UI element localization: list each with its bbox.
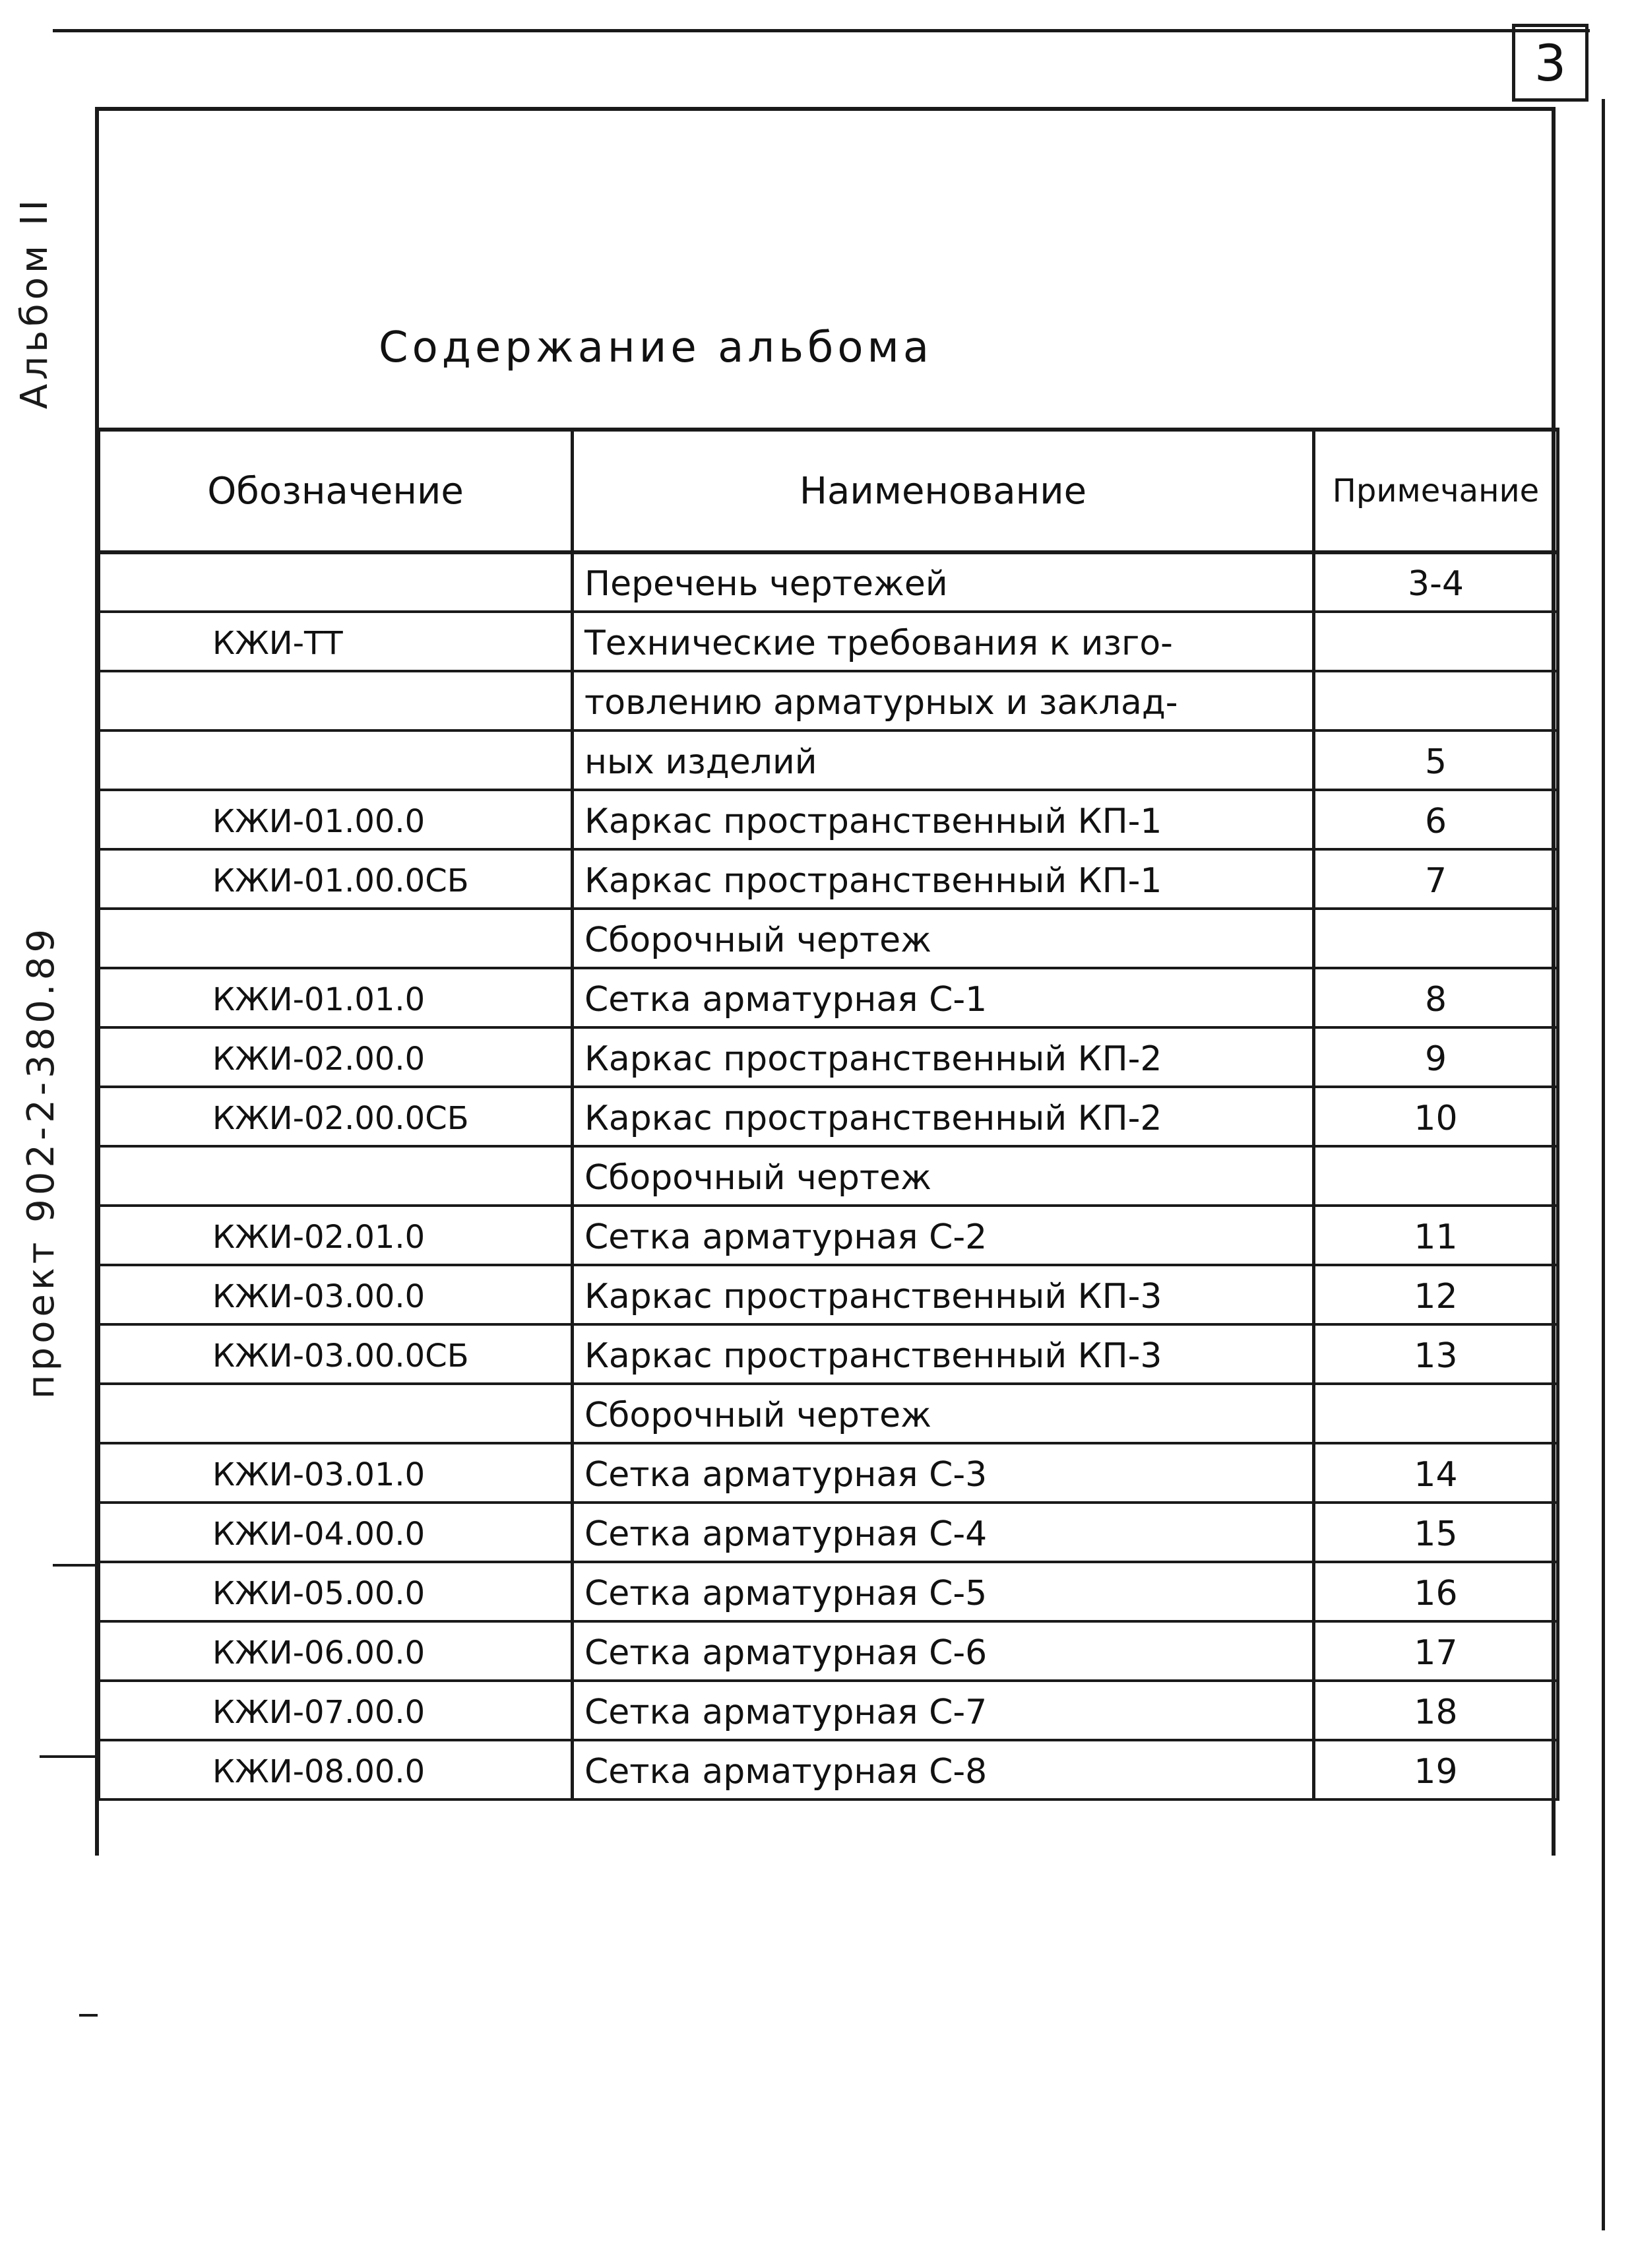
cell-note: 19 [1314,1740,1558,1799]
cell-designation: КЖИ-05.00.0 [99,1562,573,1621]
table-row [99,612,1558,671]
cell-note: 7 [1314,849,1558,909]
cell-name: Каркас пространственный КП-1 [573,849,1314,909]
cell-name: Сборочный чертеж [573,909,1314,968]
cell-note: 17 [1314,1621,1558,1681]
page-title: Содержание альбома [378,323,933,372]
contents-table [97,428,1559,1801]
left-margin-line-2 [40,1755,98,1758]
table-row [99,1443,1558,1503]
side-stamp-project: проект 902-2-380.89 [20,925,63,1399]
top-border-line [53,29,1590,32]
cell-designation: КЖИ-03.01.0 [99,1443,573,1503]
cell-name: Сетка арматурная С-5 [573,1562,1314,1621]
cell-name: Сетка арматурная С-1 [573,968,1314,1027]
cell-name: товлению арматурных и заклад- [573,671,1314,730]
cell-name: Перечень чертежей [573,552,1314,612]
header-designation: Обозначение [99,430,573,552]
table-row [99,1503,1558,1562]
cell-designation: КЖИ-01.00.0 [99,790,573,849]
cell-designation [99,909,573,968]
cell-note: 15 [1314,1503,1558,1562]
cell-name: Каркас пространственный КП-2 [573,1087,1314,1146]
cell-note [1314,909,1558,968]
cell-designation [99,1384,573,1443]
table-row [99,1027,1558,1087]
cell-note: 12 [1314,1265,1558,1324]
cell-name: Сетка арматурная С-7 [573,1681,1314,1740]
cell-note: 9 [1314,1027,1558,1087]
cell-designation: КЖИ-03.00.0СБ [99,1324,573,1384]
cell-name: Технические требования к изго- [573,612,1314,671]
left-margin-line-3 [79,2014,98,2017]
cell-name: Каркас пространственный КП-2 [573,1027,1314,1087]
table-row [99,1740,1558,1799]
table-row [99,1206,1558,1265]
left-margin-line-1 [53,1564,98,1567]
right-outer-line [1602,99,1605,2230]
cell-note: 3-4 [1314,552,1558,612]
table-row [99,1681,1558,1740]
table-header-row [99,430,1558,552]
cell-name: Сетка арматурная С-3 [573,1443,1314,1503]
cell-name: Каркас пространственный КП-3 [573,1324,1314,1384]
cell-designation: КЖИ-01.00.0СБ [99,849,573,909]
table-row [99,1146,1558,1206]
side-stamp-album: Альбом II [13,196,56,409]
cell-name: Сетка арматурная С-4 [573,1503,1314,1562]
cell-designation: КЖИ-08.00.0 [99,1740,573,1799]
cell-note [1314,1146,1558,1206]
cell-note: 14 [1314,1443,1558,1503]
cell-designation: КЖИ-ТТ [99,612,573,671]
cell-note: 8 [1314,968,1558,1027]
table-row [99,1265,1558,1324]
cell-note: 10 [1314,1087,1558,1146]
table-row [99,849,1558,909]
cell-designation [99,730,573,790]
cell-designation: КЖИ-02.01.0 [99,1206,573,1265]
cell-designation: КЖИ-03.00.0 [99,1265,573,1324]
table-row [99,1087,1558,1146]
cell-designation [99,1146,573,1206]
cell-note: 18 [1314,1681,1558,1740]
table-row [99,909,1558,968]
cell-note [1314,671,1558,730]
table-row [99,968,1558,1027]
cell-name: Сетка арматурная С-2 [573,1206,1314,1265]
cell-designation: КЖИ-01.01.0 [99,968,573,1027]
cell-name: Каркас пространственный КП-3 [573,1265,1314,1324]
table-row [99,790,1558,849]
table-row [99,730,1558,790]
table-row [99,1562,1558,1621]
cell-name: ных изделий [573,730,1314,790]
cell-name: Сборочный чертеж [573,1146,1314,1206]
table-row [99,1621,1558,1681]
cell-designation [99,552,573,612]
header-name: Наименование [573,430,1314,552]
cell-note: 11 [1314,1206,1558,1265]
cell-name: Сборочный чертеж [573,1384,1314,1443]
table-row [99,1384,1558,1443]
cell-designation: КЖИ-06.00.0 [99,1621,573,1681]
cell-designation: КЖИ-04.00.0 [99,1503,573,1562]
cell-designation: КЖИ-02.00.0СБ [99,1087,573,1146]
table-row [99,1324,1558,1384]
cell-name: Сетка арматурная С-8 [573,1740,1314,1799]
cell-note: 16 [1314,1562,1558,1621]
cell-note [1314,612,1558,671]
cell-note: 6 [1314,790,1558,849]
cell-note [1314,1384,1558,1443]
cell-designation: КЖИ-02.00.0 [99,1027,573,1087]
header-note: Примечание [1314,430,1558,552]
cell-designation [99,671,573,730]
cell-name: Сетка арматурная С-6 [573,1621,1314,1681]
cell-note: 13 [1314,1324,1558,1384]
table-row [99,671,1558,730]
table-row [99,552,1558,612]
cell-note: 5 [1314,730,1558,790]
cell-designation: КЖИ-07.00.0 [99,1681,573,1740]
page-number: 3 [1512,24,1589,102]
cell-name: Каркас пространственный КП-1 [573,790,1314,849]
